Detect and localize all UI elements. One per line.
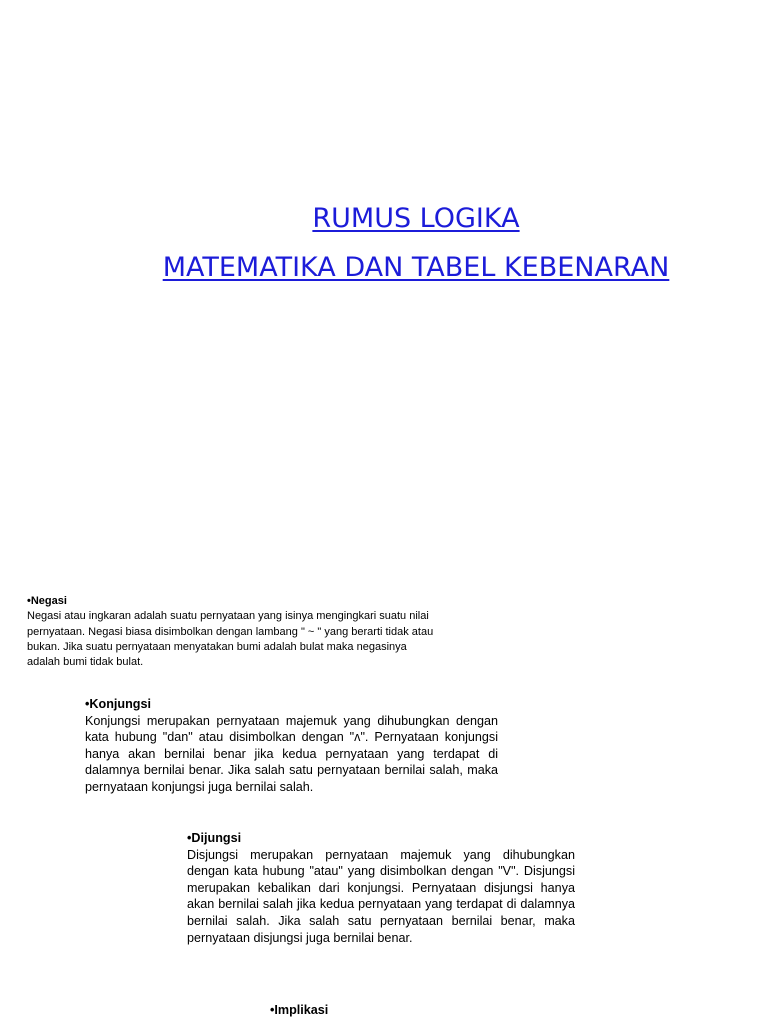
section-heading-implikasi: •Implikasi <box>270 1003 329 1017</box>
section-heading-konjungsi: •Konjungsi <box>85 697 151 711</box>
section-body-konjungsi: Konjungsi merupakan pernyataan majemuk yang dihubungkan dengan kata hubung "dan" atau disimbolkan dengan "ʌ". Pernyataan konjungsi hanya akan bernilai benar jika kedua pernyataan yang terdapat di dalamnya bernilai benar. Jika salah satu pernyataan bernilai salah, maka pernyataan konjungsi juga bernilai salah. <box>85 713 498 794</box>
section-dijungsi <box>187 830 575 946</box>
section-konjungsi <box>85 696 498 796</box>
section-implikasi <box>270 1002 690 1019</box>
section-negasi <box>27 594 441 670</box>
section-heading-dijungsi: •Dijungsi <box>187 831 242 845</box>
section-body-negasi: Negasi atau ingkaran adalah suatu pernyataan yang isinya mengingkari suatu nilai pernyataan. Negasi biasa disimbolkan dengan lambang " ~ " yang berarti tidak atau bukan. Jika suatu pernyataan menyatakan bumi adalah bulat maka negasinya adalah bumi tidak bulat. <box>27 610 434 669</box>
section-body-dijungsi: Disjungsi merupakan pernyataan majemuk yang dihubungkan dengan kata hubung "atau" yang disimbolkan dengan "V". Disjungsi merupakan kebalikan dari konjungsi. Pernyataan disjungsi hanya akan bernilai salah jika kedua pernyataan yang terdapat di dalamnya bernilai salah. Jika salah satu pernyataan bernilai benar, maka pernyataan disjungsi juga bernilai benar. <box>187 847 575 945</box>
title-line-2[interactable]: MATEMATIKA DAN TABEL KEBENARAN <box>162 252 670 283</box>
section-heading-negasi: •Negasi <box>27 595 67 607</box>
title-line-1[interactable]: RUMUS LOGIKA <box>312 203 520 234</box>
